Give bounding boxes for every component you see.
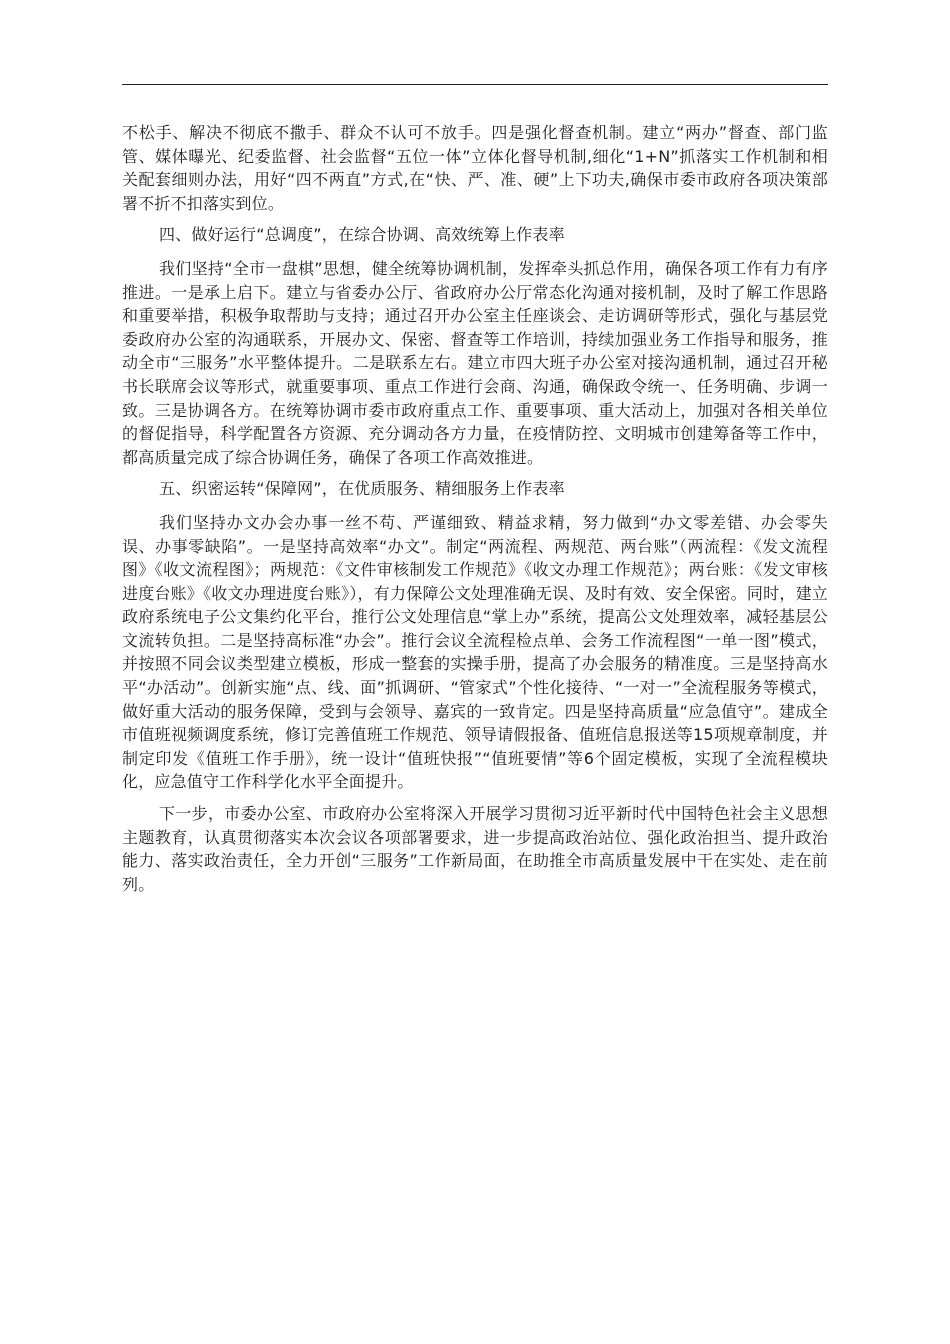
header-divider <box>122 84 828 85</box>
paragraph-coordination: 我们坚持“全市一盘棋”思想，健全统筹协调机制，发挥牵头抓总作用，确保各项工作有力有序推进。一是承上启下。建立与省委办公厅、省政府办公厅常态化沟通对接机制，及时了解工作思路和重要举措，积极争取帮助与支持；通过召开办公室主任座谈会、走访调研等形式，强化与基层党委政府办公室的沟通联系，开展办文、保密、督查等工作培训，持续加强业务工作指导和服务，推动全市“三服务”水平整体提升。二是联系左右。建立市四大班子办公室对接沟通机制，通过召开秘书长联席会议等形式，就重要事项、重点工作进行会商、沟通，确保政令统一、任务明确、步调一致。三是协调各方。在统筹协调市委市政府重点工作、重要事项、重大活动上，加强对各相关单位的督促指导，科学配置各方资源、充分调动各方力量，在疫情防控、文明城市创建筹备等工作中，都高质量完成了综合协调任务，确保了各项工作高效推进。 <box>122 258 828 467</box>
heading-section-five: 五、织密运转“保障网”，在优质服务、精细服务上作表率 <box>159 479 565 499</box>
paragraph-next-steps: 下一步，市委办公室、市政府办公室将深入开展学习贯彻习近平新时代中国特色社会主义思想主题教育，认真贯彻落实本次会议各项部署要求，进一步提高政治站位、强化政治担当、提升政治能力、落实政治责任，全力开创“三服务”工作新局面，在助推全市高质量发展中干在实处、走在前列。 <box>122 804 828 894</box>
paragraph-supervision: 不松手、解决不彻底不撒手、群众不认可不放手。四是强化督查机制。建立“两办”督查、部门监管、媒体曝光、纪委监督、社会监督“五位一体”立体化督导机制,细化“1+N”抓落实工作机制和相关配套细则办法，用好“四不两直”方式,在“快、严、准、硬”上下功夫,确保市委市政府各项决策部署不折不扣落实到位。 <box>122 123 828 213</box>
heading-section-four: 四、做好运行“总调度”，在综合协调、高效统筹上作表率 <box>159 225 565 245</box>
paragraph-services: 我们坚持办文办会办事一丝不苟、严谨细致、精益求精，努力做到“办文零差错、办会零失误、办事零缺陷”。一是坚持高效率“办文”。制定“两流程、两规范、两台账”（两流程：《发文流程图》《收文流程图》；两规范：《文件审核制发工作规范》《收文办理工作规范》；两台账：《发文审核进度台账》《收文办理进度台账》），有力保障公文处理准确无误、及时有效、安全保密。同时，建立政府系统电子公文集约化平台，推行公文处理信息“掌上办”系统，提高公文处理效率，减轻基层公文流转负担。二是坚持高标准“办会”。推行会议全流程检点单、会务工作流程图“一单一图”模式，并按照不同会议类型建立模板，形成一整套的实操手册，提高了办会服务的精准度。三是坚持高水平“办活动”。创新实施“点、线、面”抓调研、“管家式”个性化接待、“一对一”全流程服务等模式，做好重大活动的服务保障，受到与会领导、嘉宾的一致肯定。四是坚持高质量“应急值守”。建成全市值班视频调度系统，修订完善值班工作规范、领导请假报备、值班信息报送等15项规章制度，并制定印发《值班工作手册》，统一设计“值班快报”“值班要情”等6个固定模板，实现了全流程模块化，应急值守工作科学化水平全面提升。 <box>122 512 828 792</box>
document-body <box>122 121 828 904</box>
